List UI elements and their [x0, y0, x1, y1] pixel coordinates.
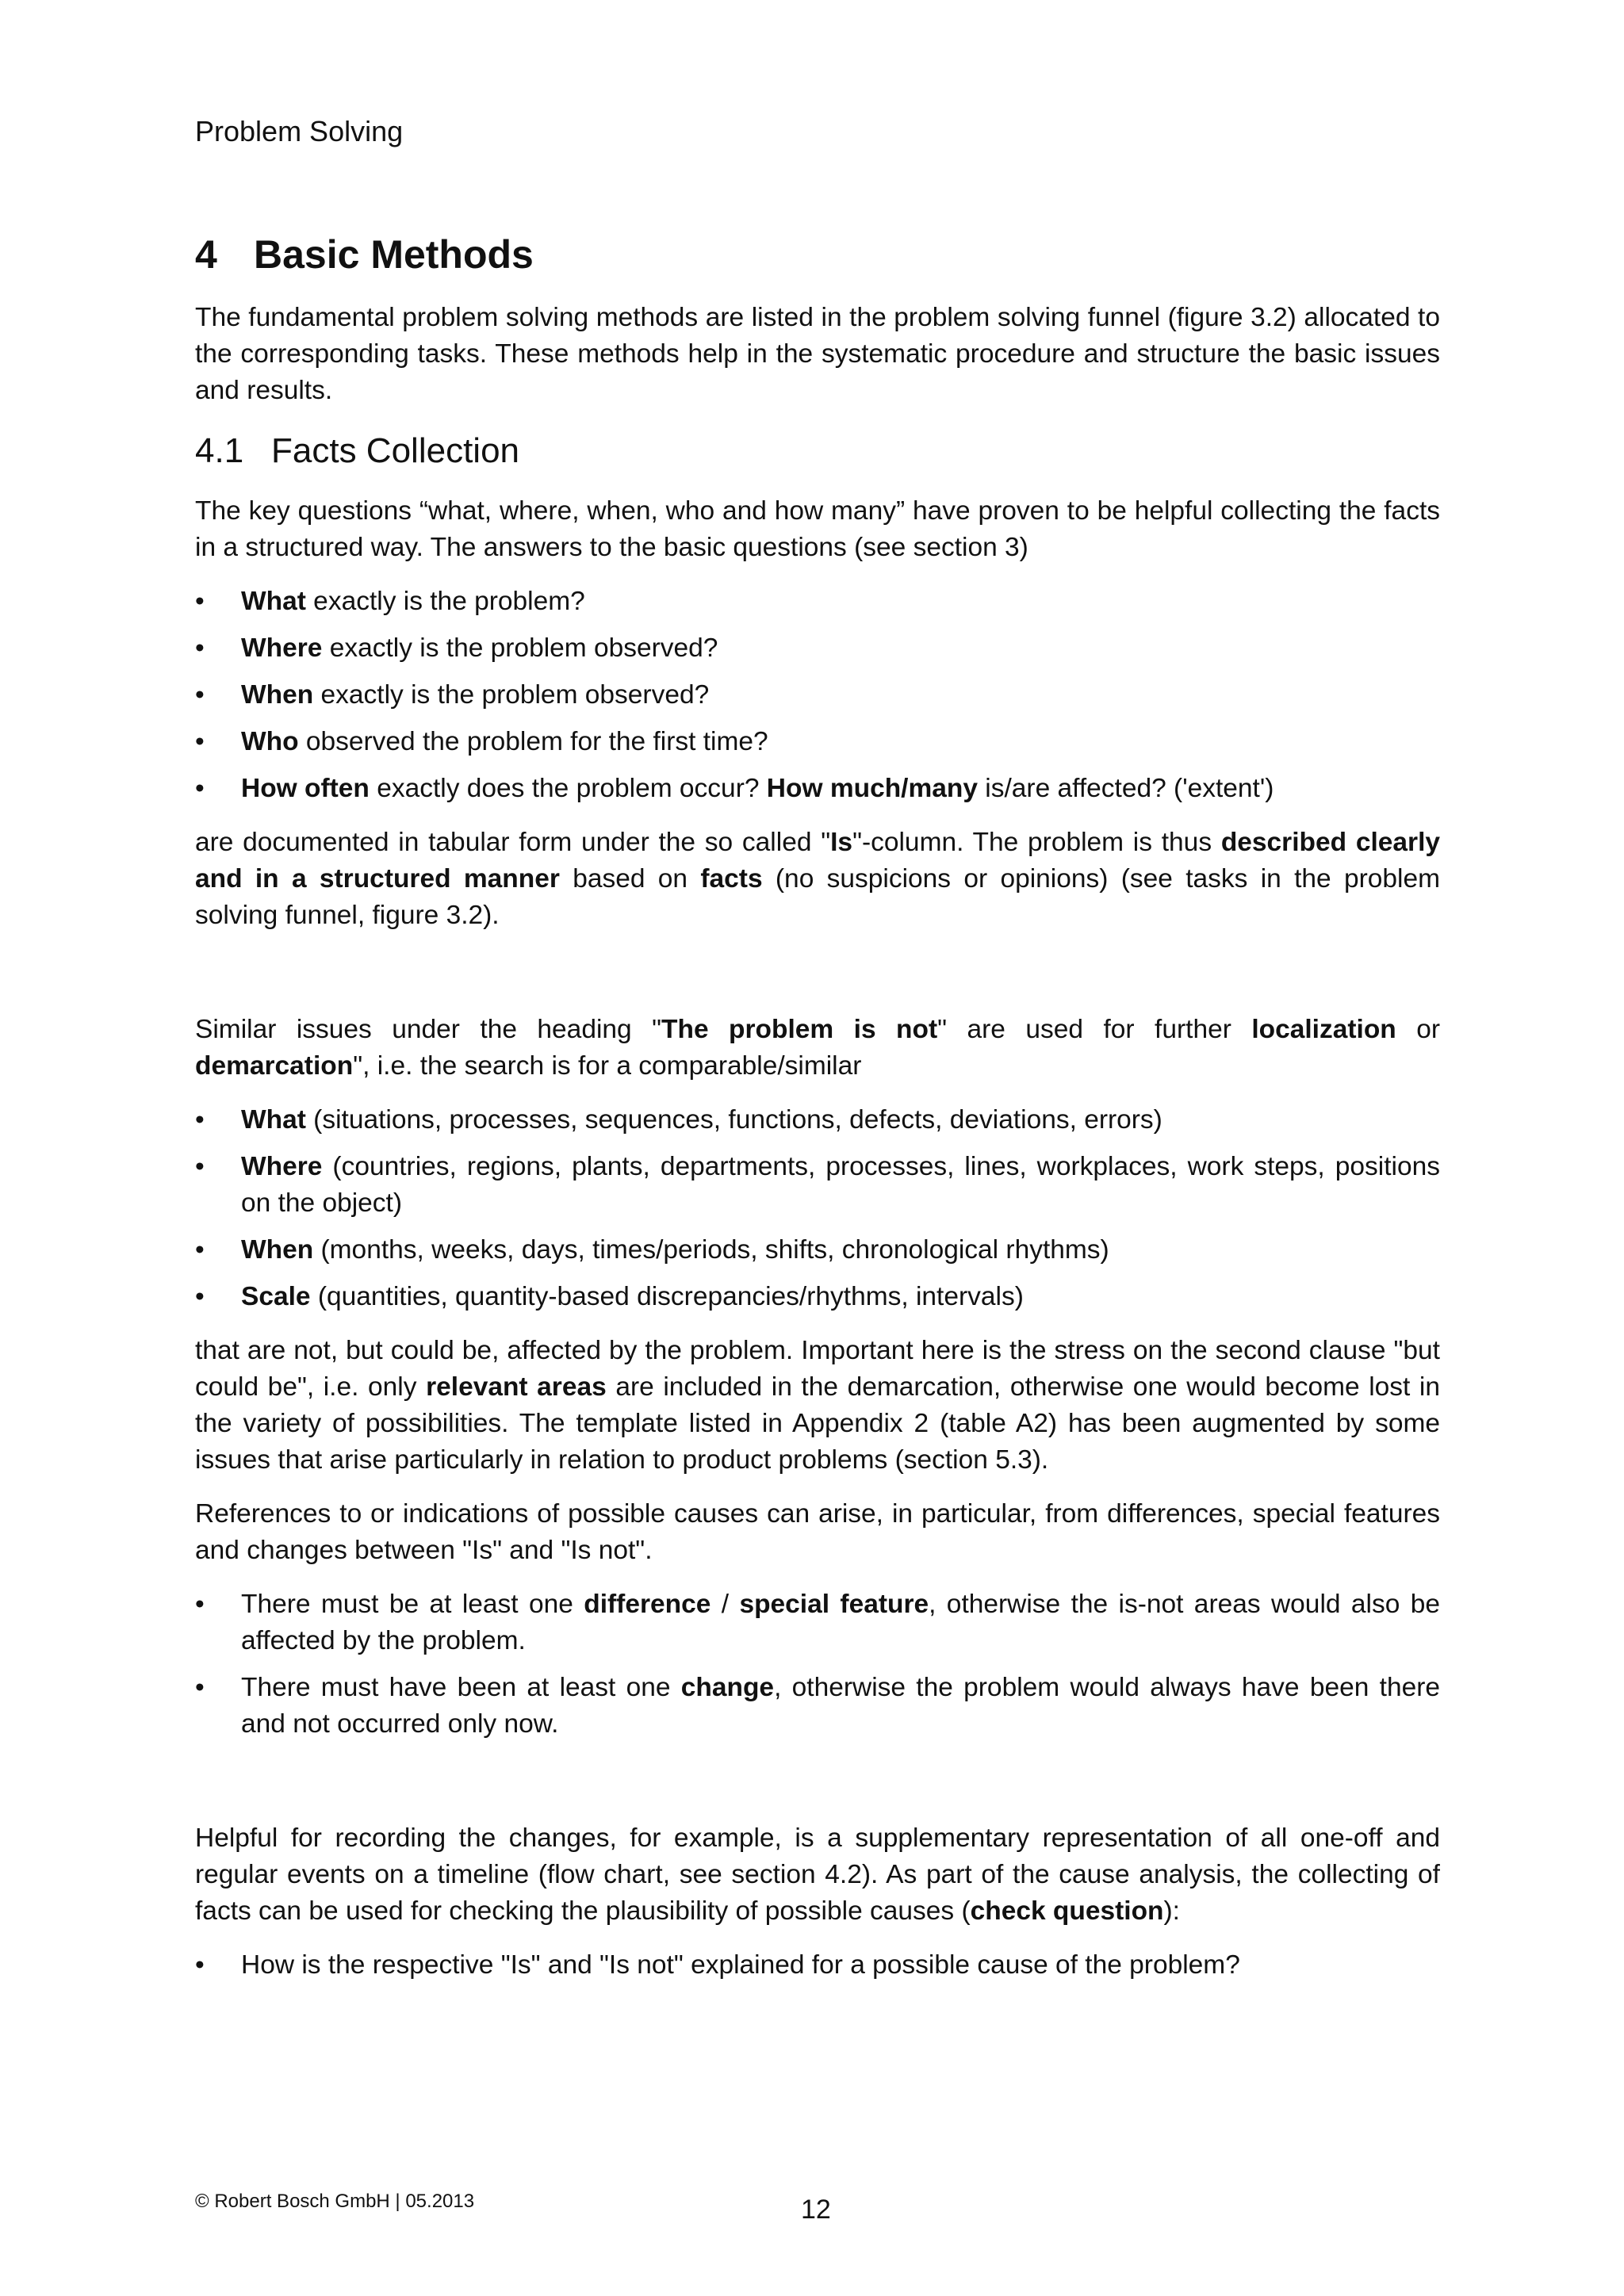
differences-list	[195, 1586, 1440, 1743]
references-paragraph: References to or indications of possible causes can arise, in particular, from differences, special features and changes between "Is" and "Is not".	[195, 1499, 1440, 1565]
page-number: 12	[801, 2195, 831, 2225]
basic-questions-list	[195, 584, 1440, 807]
intro-paragraph: The fundamental problem solving methods are listed in the problem solving funnel (figure 3.2) allocated to the corresponding tasks. These methods help in the systematic procedure and structure the basic issues and results.	[195, 303, 1440, 405]
list-item-text: (countries, regions, plants, departments, processes, lines, workplaces, work steps, positions on the object)	[241, 1152, 1440, 1218]
list-item	[195, 630, 1440, 667]
list-item-text: exactly does the problem occur?	[369, 774, 767, 803]
list-item-text: How is the respective "Is" and "Is not" explained for a possible cause of the problem?	[241, 1950, 1240, 1980]
list-item	[195, 1102, 1440, 1138]
section-number: 4.1	[195, 431, 244, 470]
section-title: Facts Collection	[271, 431, 520, 470]
list-item: • There must have been at least one change, otherwise the problem would always have been there and not occurred only now.	[195, 1670, 1440, 1743]
page-content	[195, 227, 1440, 2001]
list-item-keyword: What	[241, 587, 306, 616]
running-header: Problem Solving	[195, 115, 404, 147]
list-item-text: exactly is the problem?	[305, 587, 585, 616]
list-item-keyword: What	[241, 1105, 306, 1135]
check-question-list	[195, 1947, 1440, 1984]
demarcation-list	[195, 1102, 1440, 1315]
list-item-text: observed the problem for the first time?	[298, 727, 768, 756]
list-item-text: is/are affected? ('extent')	[977, 774, 1274, 803]
list-item-keyword: Scale	[241, 1282, 311, 1311]
is-column-paragraph: are documented in tabular form under the so called "Is"-column. The problem is thus described clearly and in a structured manner based on facts (no suspicions or opinions) (see tasks in the problem solving funnel, figure 3.2).	[195, 828, 1441, 930]
chapter-title: Basic Methods	[254, 232, 534, 277]
list-item-text: exactly is the problem observed?	[313, 680, 710, 710]
list-item	[195, 584, 1440, 620]
list-item-keyword: When	[241, 680, 314, 710]
key-questions-paragraph: The key questions “what, where, when, who and how many” have proven to be helpful collecting the facts in a structured way. The answers to the basic questions (see section 3)	[195, 496, 1440, 562]
timeline-paragraph: Helpful for recording the changes, for example, is a supplementary representation of all one-off and regular events on a timeline (flow chart, see section 4.2). As part of the cause analysis, the collecting of facts can be used for checking the plausibility of possible causes (check question):	[195, 1823, 1440, 1926]
relevant-areas-paragraph: that are not, but could be, affected by the problem. Important here is the stress on the second clause "but could be", i.e. only relevant areas are included in the demarcation, otherwise one would become lost in the variety of possibilities. The template listed in Appendix 2 (table A2) has been augmented by some issues that arise particularly in relation to product problems (section 5.3).	[195, 1336, 1441, 1475]
footer-copyright: © Robert Bosch GmbH | 05.2013	[195, 2191, 475, 2212]
list-item-text: (situations, processes, sequences, functions, defects, deviations, errors)	[305, 1105, 1162, 1135]
list-item	[195, 1947, 1440, 1984]
list-item-keyword: Who	[241, 727, 299, 756]
list-item-keyword: How much/many	[766, 774, 978, 803]
list-item	[195, 1149, 1440, 1222]
list-item	[195, 1279, 1440, 1315]
chapter-heading	[195, 227, 1440, 282]
list-item	[195, 1232, 1440, 1269]
chapter-number: 4	[195, 232, 217, 277]
list-item-text: (quantities, quantity-based discrepancies/rhythms, intervals)	[310, 1282, 1024, 1311]
list-item-text: exactly is the problem observed?	[322, 633, 718, 663]
section-heading	[195, 427, 1440, 476]
list-item-keyword: Where	[241, 633, 323, 663]
list-item-keyword: How often	[241, 774, 370, 803]
list-item-text: (months, weeks, days, times/periods, shifts, chronological rhythms)	[313, 1235, 1109, 1265]
is-not-paragraph: Similar issues under the heading "The problem is not" are used for further localization or demarcation", i.e. the search is for a comparable/similar	[195, 1015, 1440, 1081]
list-item	[195, 677, 1440, 714]
list-item-keyword: Where	[241, 1152, 323, 1181]
list-item: • There must be at least one difference / special feature, otherwise the is-not areas would also be affected by the problem.	[195, 1586, 1440, 1659]
list-item-keyword: When	[241, 1235, 314, 1265]
list-item	[195, 771, 1440, 807]
list-item	[195, 724, 1440, 760]
